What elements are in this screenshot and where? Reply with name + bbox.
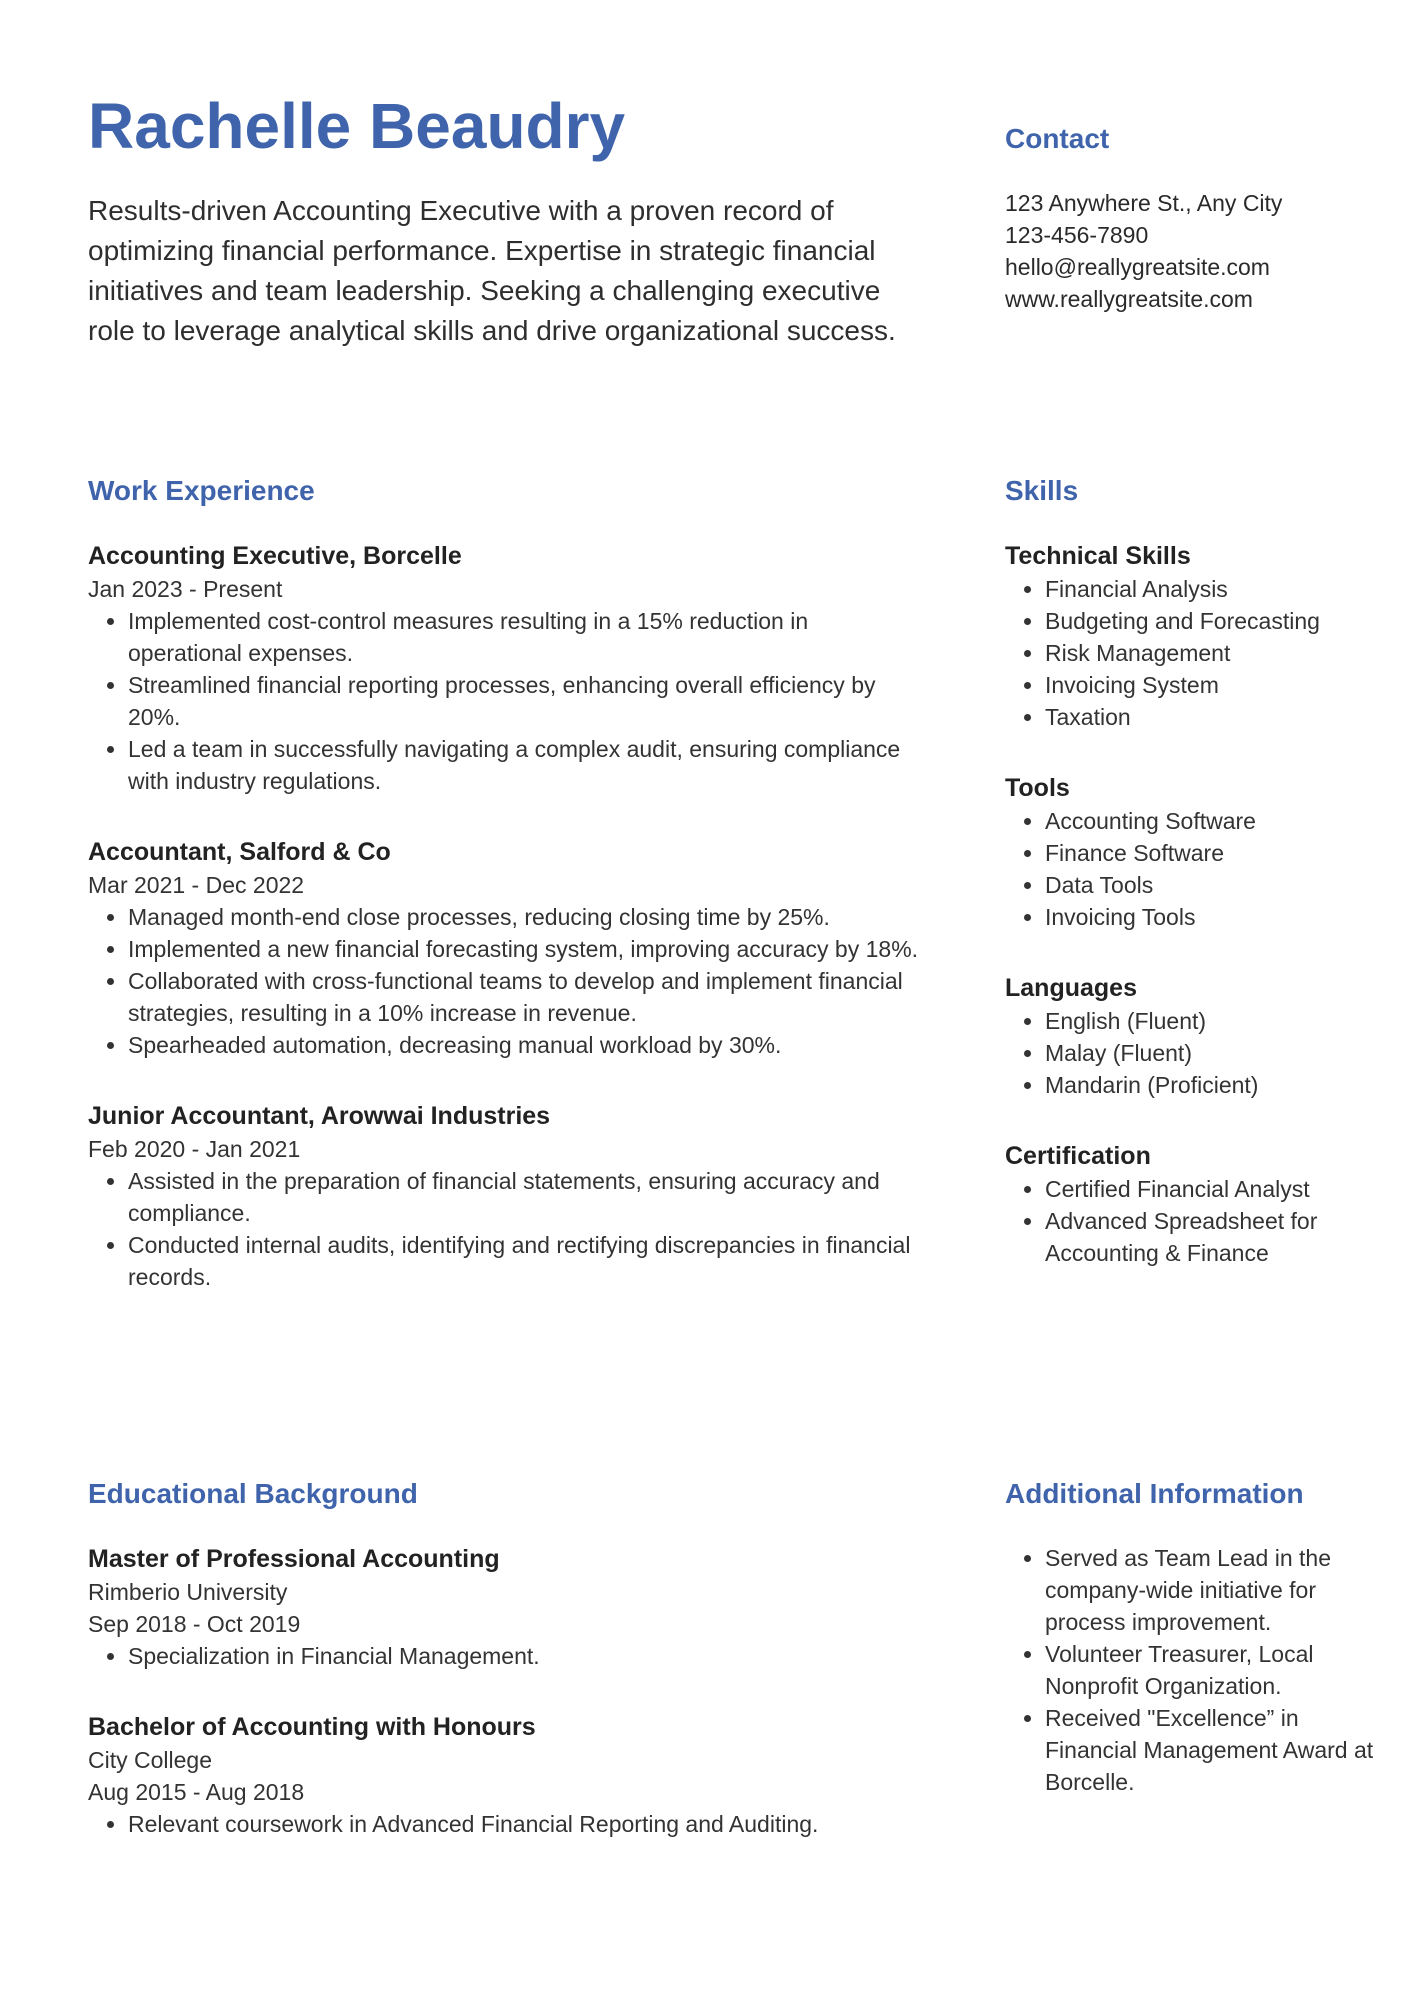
skill-group xyxy=(1005,771,1375,933)
job-title: Accountant, Salford & Co xyxy=(88,838,391,866)
school-name: Rimberio University xyxy=(88,1579,288,1605)
job-bullets xyxy=(88,605,928,797)
education-bullet: • Specialization in Financial Management. xyxy=(128,1640,928,1672)
job-bullet: • Streamlined financial reporting processes, enhancing overall efficiency by 20%. xyxy=(128,669,928,733)
skill-item: • Invoicing Tools xyxy=(1045,901,1375,933)
job-entry xyxy=(88,539,928,797)
skill-item: • Financial Analysis xyxy=(1045,573,1375,605)
skill-item: • Advanced Spreadsheet for Accounting & Finance xyxy=(1045,1205,1375,1269)
job-dates: Feb 2020 - Jan 2021 xyxy=(88,1136,301,1162)
job-bullets xyxy=(88,901,928,1061)
job-entry xyxy=(88,835,928,1061)
skill-group xyxy=(1005,1139,1375,1269)
contact-title: Contact xyxy=(1005,123,1110,154)
job-title: Junior Accountant, Arowwai Industries xyxy=(88,1102,551,1130)
additional-bullets xyxy=(1005,1542,1375,1798)
skill-item: • Taxation xyxy=(1045,701,1375,733)
job-dates: Jan 2023 - Present xyxy=(88,576,283,602)
job-bullet: • Managed month-end close processes, reducing closing time by 25%. xyxy=(128,901,928,933)
job-bullet: • Led a team in successfully navigating a complex audit, ensuring compliance with industry regulations. xyxy=(128,733,928,797)
skills-title: Skills xyxy=(1005,475,1079,506)
job-dates: Mar 2021 - Dec 2022 xyxy=(88,872,305,898)
skill-item: • Certified Financial Analyst xyxy=(1045,1173,1375,1205)
additional-bullet: • Volunteer Treasurer, Local Nonprofit Organization. xyxy=(1045,1638,1375,1702)
education-section xyxy=(88,1476,928,1840)
contact-email: hello@reallygreatsite.com xyxy=(1005,254,1270,280)
skill-item: • Risk Management xyxy=(1045,637,1375,669)
contact-section xyxy=(1005,121,1375,315)
education-dates: Sep 2018 - Oct 2019 xyxy=(88,1611,301,1637)
skill-list xyxy=(1005,1005,1375,1101)
job-title: Accounting Executive, Borcelle xyxy=(88,542,462,570)
job-bullet: • Spearheaded automation, decreasing manual workload by 30%. xyxy=(128,1029,928,1061)
job-bullet: • Implemented cost-control measures resulting in a 15% reduction in operational expenses. xyxy=(128,605,928,669)
job-entry xyxy=(88,1099,928,1293)
additional-information-title: Additional Information xyxy=(1005,1478,1304,1509)
skill-list xyxy=(1005,573,1375,733)
candidate-name: Rachelle Beaudry xyxy=(88,90,626,162)
skill-list xyxy=(1005,805,1375,933)
skill-item: • English (Fluent) xyxy=(1045,1005,1375,1037)
education-entry xyxy=(88,1542,928,1672)
header xyxy=(88,88,928,351)
additional-information-section xyxy=(1005,1476,1375,1798)
education-bullet: • Relevant coursework in Advanced Financial Reporting and Auditing. xyxy=(128,1808,928,1840)
contact-phone: 123-456-7890 xyxy=(1005,222,1149,248)
skill-group xyxy=(1005,971,1375,1101)
skill-group xyxy=(1005,539,1375,733)
skill-item: • Finance Software xyxy=(1045,837,1375,869)
education-dates: Aug 2015 - Aug 2018 xyxy=(88,1779,305,1805)
education-title: Educational Background xyxy=(88,1478,418,1509)
job-bullet: • Collaborated with cross-functional teams to develop and implement financial strategies, resulting in a 10% increase in revenue. xyxy=(128,965,928,1029)
contact-address: 123 Anywhere St., Any City xyxy=(1005,190,1283,216)
skill-item: • Invoicing System xyxy=(1045,669,1375,701)
contact-website: www.reallygreatsite.com xyxy=(1005,286,1253,312)
summary: Results-driven Accounting Executive with a proven record of optimizing financial performance. Expertise in strategic financial initiatives and team leadership. Seeking a challenging executive role to leverage analytical skills and drive organizational success. xyxy=(88,194,896,346)
skill-item: • Accounting Software xyxy=(1045,805,1375,837)
skill-group-title: Technical Skills xyxy=(1005,542,1191,570)
work-experience-title: Work Experience xyxy=(88,475,315,506)
education-bullets xyxy=(88,1640,928,1672)
additional-bullet: • Received "Excellence” in Financial Management Award at Borcelle. xyxy=(1045,1702,1375,1798)
skill-group-title: Tools xyxy=(1005,774,1070,802)
work-experience-section xyxy=(88,473,928,1293)
job-bullet: • Implemented a new financial forecasting system, improving accuracy by 18%. xyxy=(128,933,928,965)
degree-title: Master of Professional Accounting xyxy=(88,1545,500,1573)
job-bullet: • Assisted in the preparation of financial statements, ensuring accuracy and compliance. xyxy=(128,1165,928,1229)
skill-list xyxy=(1005,1173,1375,1269)
skill-group-title: Languages xyxy=(1005,974,1137,1002)
degree-title: Bachelor of Accounting with Honours xyxy=(88,1713,536,1741)
skill-item: • Budgeting and Forecasting xyxy=(1045,605,1375,637)
skill-group-title: Certification xyxy=(1005,1142,1151,1170)
job-bullet: • Conducted internal audits, identifying and rectifying discrepancies in financial records. xyxy=(128,1229,928,1293)
skill-item: • Mandarin (Proficient) xyxy=(1045,1069,1375,1101)
additional-bullet: • Served as Team Lead in the company-wide initiative for process improvement. xyxy=(1045,1542,1375,1638)
job-bullets xyxy=(88,1165,928,1293)
skill-item: • Malay (Fluent) xyxy=(1045,1037,1375,1069)
school-name: City College xyxy=(88,1747,212,1773)
skills-section xyxy=(1005,473,1375,1269)
education-entry xyxy=(88,1710,928,1840)
education-bullets xyxy=(88,1808,928,1840)
skill-item: • Data Tools xyxy=(1045,869,1375,901)
